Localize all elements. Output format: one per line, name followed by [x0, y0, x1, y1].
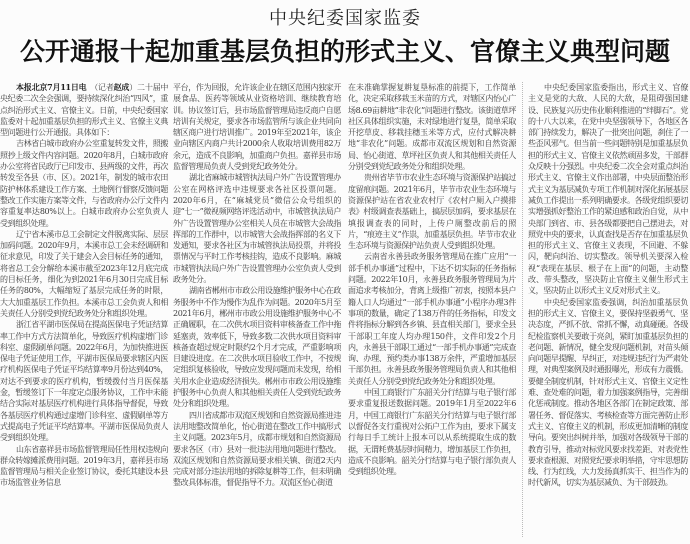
- commentary-paragraph: 中央纪委国家监委指出，形式主义、官僚主义是党的大敌、人民的大敌，是阻碍强国建设、民族复兴历史伟业顺利推进的“绊脚石”。党的十八大以来，在党中央坚强领导下，各地区各部门持续发力，解决了一批突出问题，刹住了一些歪风邪气。但当前一些问题特别是加重基层负担的形式主义、官僚主义依然顽固多发，干部群众反映十分强烈。中央纪委二次全会对重点纠治形式主义、官僚主义作出部署，中央层面整治形式主义为基层减负专项工作机制对深化拓展基层减负工作提出一系列明确要求。各级党组织要切实增强抓好整治工作的紧迫感和政治自觉，从中央部门到省、市、县各级都要把自己摆进去，对照党中央的要求，认真查找是否存在加重基层负担的形式主义、官僚主义表现，不回避、不躲闪，靶向纠治、切实整改。领导机关要深入检视“表现在基层、根子在上面”的问题，主动整改、带头整改，坚决防止官僚主义催生形式主义，坚决防止以形式主义反对形式主义。: [528, 83, 688, 296]
- lead-text: 二十届中央纪委二次全会强调，要持续深化纠治“四风”，重点纠治形式主义、官僚主义。日前，中央纪委国家监委对十起加重基层负担的形式主义、官僚主义典型问题进行公开通报。具体如下：: [0, 83, 169, 138]
- case-paragraph: 浙江省平湖市医保局在提高医保电子凭证结算率工作中方式方法简单化，导致医疗机构虚增门诊科室、虚假刷单问题。2022年6月，为加快推进医保电子凭证使用工作，平湖市医保局要求辖区内医疗机构医保电子凭证平均结算率9月份达到40%，对达不到要求的医疗机构，暂缓拨付当月医保基金，暂缓签订下一年度定点服务协议，工作中未能结合实际对基层医疗机构进行具体指导督促，导致各基层医疗机构通过虚增门诊科室、虚假刷单等方式提高电子凭证平均结算率。平湖市医保局负责人受到组织处理。: [0, 320, 168, 443]
- case-paragraph: 云南省永善县政务服务管理局在推广应用“一部手机办事通”过程中，下达不切实际的任务指标问题。2022年10月，永善县政务服务管理局为片面追求考核加分，背离上级推广初衷，按照本县户籍人口人均通过“一部手机办事通”小程序办理3件事项的数量，确定了138万件的任务指标，印发文件将指标分解到各乡镇、县直相关部门，要求全县干部职工年度人均办理150件，文件印发2个月内，永善县干部职工通过“一部手机办事通”完成查询、办理、预约类办事138万余件，严重增加基层干部负担。永善县政务服务管理局负责人和其他相关责任人分别受到党纪政务处分和组织处理。: [348, 252, 516, 386]
- case-paragraph: 中国工商银行广东韶关分行结算与电子银行部要求重复报送数据问题。2019年1月至2022年6月，中国工商银行广东韶关分行结算与电子银行部以督促各支行重视对公拓户工作为由，要求下属支行每日手工统计上报本可以从系统提取生成的数据，无谓耗费基层时间精力，增加基层工作负担，造成不良影响。韶关分行结算与电子银行部负责人受到组织处理。: [348, 388, 516, 477]
- article-column-1: [0, 82, 168, 489]
- case-paragraph-continued: 平台，作为回报，允许该企业在辖区范围内独家开展食品、医药等领域从业资格培训、继续教育培训。协议签订后，县市场监督管理局违反商户自愿培训有关规定，要求各市场监管所与该企业共同向辖区商户进行培训推广。2019年至2021年，该企业向辖区内商户共计2000余人收取培训费用82万余元，造成不良影响，加重商户负担。嘉祥县市场监督管理局负责人受到党纪政务处分。: [173, 83, 341, 172]
- article-column-4: [528, 82, 688, 489]
- dateline: 本报北京7月11日电: [16, 82, 87, 92]
- lead-paragraph: [0, 82, 168, 138]
- case-paragraph: 辽宁省本溪市总工会制定文件脱离实际、层层加码问题。2020年9月，本溪市总工会未经调研和征求意见，印发了关于建会入会目标任务的通知，将省总工会分解给本溪市截至2023年12月底完成的目标任务，细化为到2021年6月30日完成目标任务的80%，大幅缩短了基层完成任务的时限，大大加重基层工作负担。本溪市总工会负责人和相关责任人分别受到党纪政务处分和组织处理。: [0, 229, 168, 318]
- article-column-3: [348, 82, 516, 477]
- case-paragraph: 山东省嘉祥县市场监督管理局任性用权违规向群众转嫁摊派费用问题。2019年3月，嘉祥县市场监督管理局与相关企业签订协议，委托其建设本县市场监管业务信息: [0, 444, 168, 488]
- byline-close: ）: [129, 83, 138, 92]
- case-paragraph-continued: 在未准确掌握复耕复垦标准的前提下，工作简单化，决定采取移栽玉米苗的方式，对辖区内怡心广场8.69亩耕地“非农化”问题进行整改。该街道草坪社区具体组织实施，未对绿地进行复垦，简单采取开挖草皮、移栽挂穗玉米等方式，应付式解决耕地“非农化”问题。成都市双流区规划和自然资源局、怡心街道、草坪社区负责人和其他相关责任人分别受到党纪政务处分和组织处理。: [348, 83, 516, 172]
- case-paragraph: 贵州省毕节市农业生态环境与资源保护站搞过度留痕问题。2021年6月，毕节市农业生态环境与资源保护站在省农业农村厅《农村户厕入户摸排表》村级调查表基础上，搞层层加码，要求基层在填报调查表的同时，上传户厕整改前后的照片，“痕迹主义”作祟，加重基层负担。毕节市农业生态环境与资源保护站负责人受到组织处理。: [348, 173, 516, 251]
- commentary-paragraph: 中央纪委国家监委强调，纠治加重基层负担的形式主义、官僚主义，要保持坚毅勇气、坚决态度，严抓不放、常抓不懈，动真碰硬。各级纪检监察机关要敢于亮剑，紧盯加重基层负担的老问题、新情况，健全发现问题机制，对苗头倾向问题早提醒、早纠正，对违规违纪行为严肃处理，对典型案例及时通报曝光，形成有力震慑。要健全制度机制，针对形式主义、官僚主义定性难、查处难的问题，着力加强案例指导，完善细化惩戒制度。推动各地区各部门在制定政策、部署任务、督促落实、考核检查等方面完善防止形式主义、官僚主义的机制，形成更加清晰的制度导向。要突出纠树并举，加强对各级领导干部的教育引导，推动对标党风要求找差距、对表党性要求查根源、对照党纪要求明举措，守牢思想防线、行为红线，大力发扬真抓实干、担当作为的时代新风，切实为基层减负、为干部鼓劲。: [528, 297, 688, 488]
- article-column-2: [173, 82, 341, 489]
- byline-open: （记者: [86, 83, 114, 92]
- case-paragraph: 吉林省白城市政府办公室重复转发文件，照搬照抄上级文件内容问题。2020年8月，白城市政府办公室将省民政厅已印发市、县两级的文件，再次转发至各县（市、区）。2021年，制发的城市农田防护林体系建设工作方案、土地例行督察反馈问题整改工作实施方案等文件，与省政府办公厅文件内容重复率达80%以上。白城市政府办公室负责人受到组织处理。: [0, 139, 168, 228]
- case-paragraph: 湖南省郴州市市政公用设施维护服务中心在政务服务中不作为慢作为乱作为问题。2020年5月至2021年6月，郴州市市政公用设施维护服务中心不正确履职，在二次供水项目资料审核备查工作中拖延塞责，效率低下，导致多数二次供水项目资料审核备查超过规定时限约2个月才完成，严重影响项目建设进度。在二次供水项目验收工作中，不按规定组织复核验收，导致应发现问题而未发现，给相关用水企业造成经济损失。郴州市市政公用设施维护服务中心负责人和其他相关责任人受到党纪政务处分和组织处理。: [173, 286, 341, 409]
- case-paragraph: 湖北省麻城市城管执法局户外广告设置管理办公室在网格评选中违规要求各社区投票问题。2020年6月，在“麻城党员”微信公众号组织的迎“七一”微视频网络评选活动中，市城管执法局户外广告设置管理办公室相关人员在市城管大会战指挥部的工作群中，以市城管大会战指挥部的名义下发通知，要求各社区为市城管执法局投票，并将投票情况与平时工作考核挂钩，造成不良影响。麻城市城管执法局户外广告设置管理办公室负责人受到政务处分。: [173, 173, 341, 285]
- main-headline: 公开通报十起加重基层负担的形式主义、官僚主义典型问题: [19, 37, 670, 66]
- column-divider: [522, 82, 523, 537]
- case-paragraph: 四川省成都市双流区规划和自然资源局推进违法用地整改简单化，怡心街道在整改工作中搞形式主义问题。2023年5月，成都市规划和自然资源局要求各区（市）县对一批违法用地问题进行整改。双流区规划和自然资源局要求相关镇、街道2天内完成对部分违法用地的拆除复耕等工作，但未明确整改具体标准，督促指导不力。双流区怡心街道: [173, 410, 341, 488]
- reporter-name: 赵成: [113, 82, 130, 92]
- kicker-headline: 中央纪委国家监委: [269, 8, 421, 29]
